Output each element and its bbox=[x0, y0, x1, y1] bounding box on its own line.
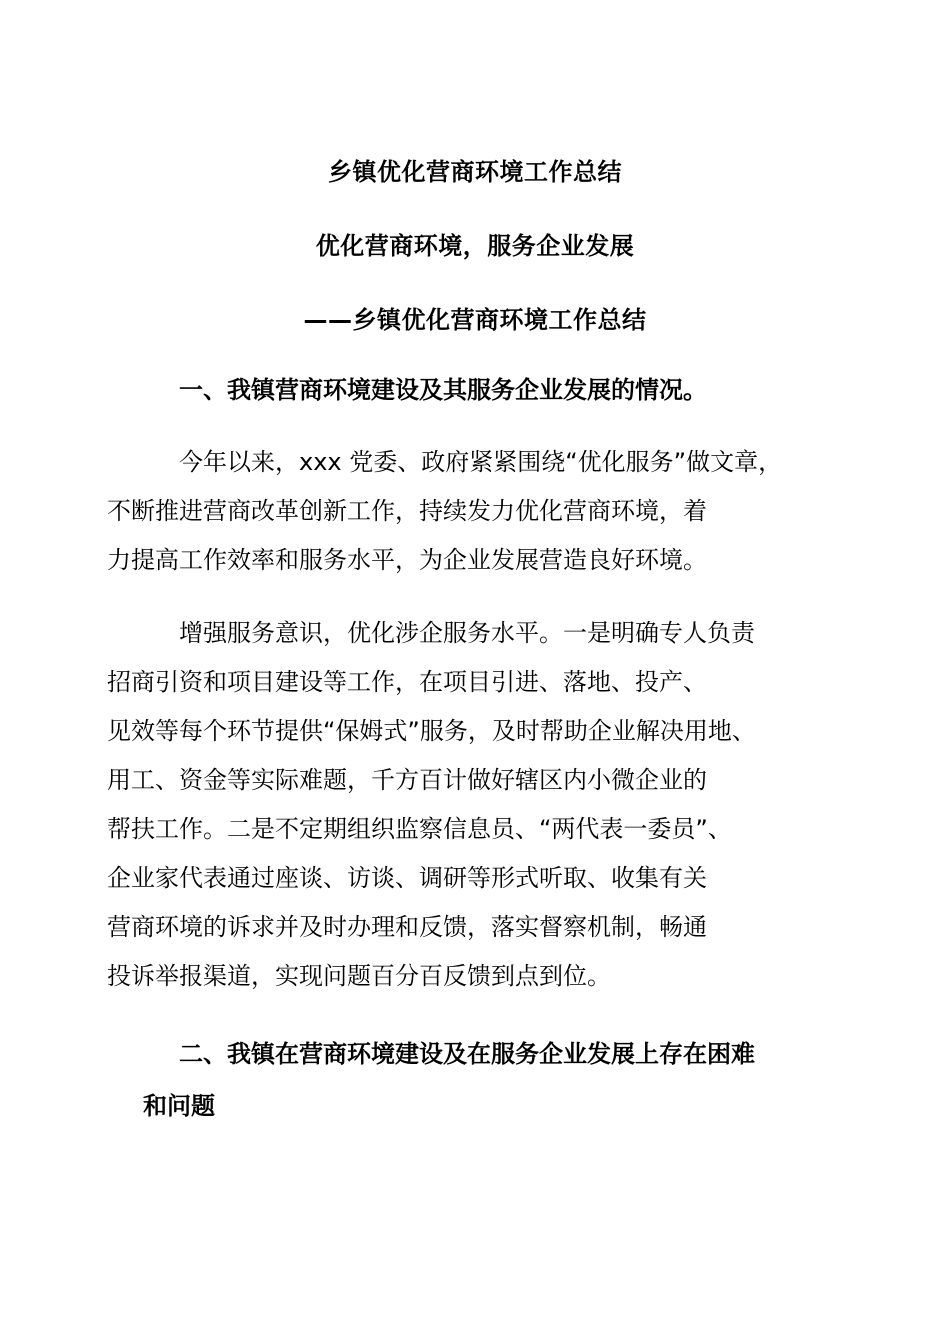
paragraph-2-line: 招商引资和项目建设等工作，在项目引进、落地、投产、 bbox=[107, 668, 707, 696]
paragraph-2-line: 企业家代表通过座谈、访谈、调研等形式听取、收集有关 bbox=[107, 864, 707, 892]
document-subtitle-secondary: ——乡镇优化营商环境工作总结 bbox=[303, 306, 647, 334]
paragraph-2-line: 见效等每个环节提供“保姆式”服务，及时帮助企业解决用地、 bbox=[107, 717, 756, 745]
section-2-heading bbox=[143, 1028, 813, 1132]
paragraph-1 bbox=[107, 438, 813, 585]
section-2-heading-line: 和问题 bbox=[143, 1092, 215, 1120]
paragraph-1-line: 力提高工作效率和服务水平，为企业发展营造良好环境。 bbox=[107, 546, 707, 574]
document-subtitle: 优化营商环境，服务企业发展 bbox=[315, 232, 635, 260]
section-2-heading-line: 二、我镇在营商环境建设及在服务企业发展上存在困难 bbox=[179, 1040, 755, 1068]
document-title: 乡镇优化营商环境工作总结 bbox=[328, 158, 622, 186]
paragraph-2-line: 增强服务意识，优化涉企服务水平。一是明确专人负责 bbox=[179, 619, 755, 647]
paragraph-1-line: 今年以来，xxx 党委、政府紧紧围绕“优化服务”做文章， bbox=[179, 448, 783, 476]
paragraph-2-line: 用工、资金等实际难题，千方百计做好辖区内小微企业的 bbox=[107, 766, 707, 794]
paragraph-2-line: 帮扶工作。二是不定期组织监察信息员、“两代表一委员”、 bbox=[107, 815, 732, 843]
paragraph-2 bbox=[107, 609, 813, 1001]
section-1-heading: 一、我镇营商环境建设及其服务企业发展的情况。 bbox=[179, 376, 707, 404]
paragraph-1-line: 不断推进营商改革创新工作，持续发力优化营商环境，着 bbox=[107, 497, 707, 525]
paragraph-2-line: 营商环境的诉求并及时办理和反馈，落实督察机制，畅通 bbox=[107, 913, 707, 941]
paragraph-2-line: 投诉举报渠道，实现问题百分百反馈到点到位。 bbox=[107, 962, 611, 990]
